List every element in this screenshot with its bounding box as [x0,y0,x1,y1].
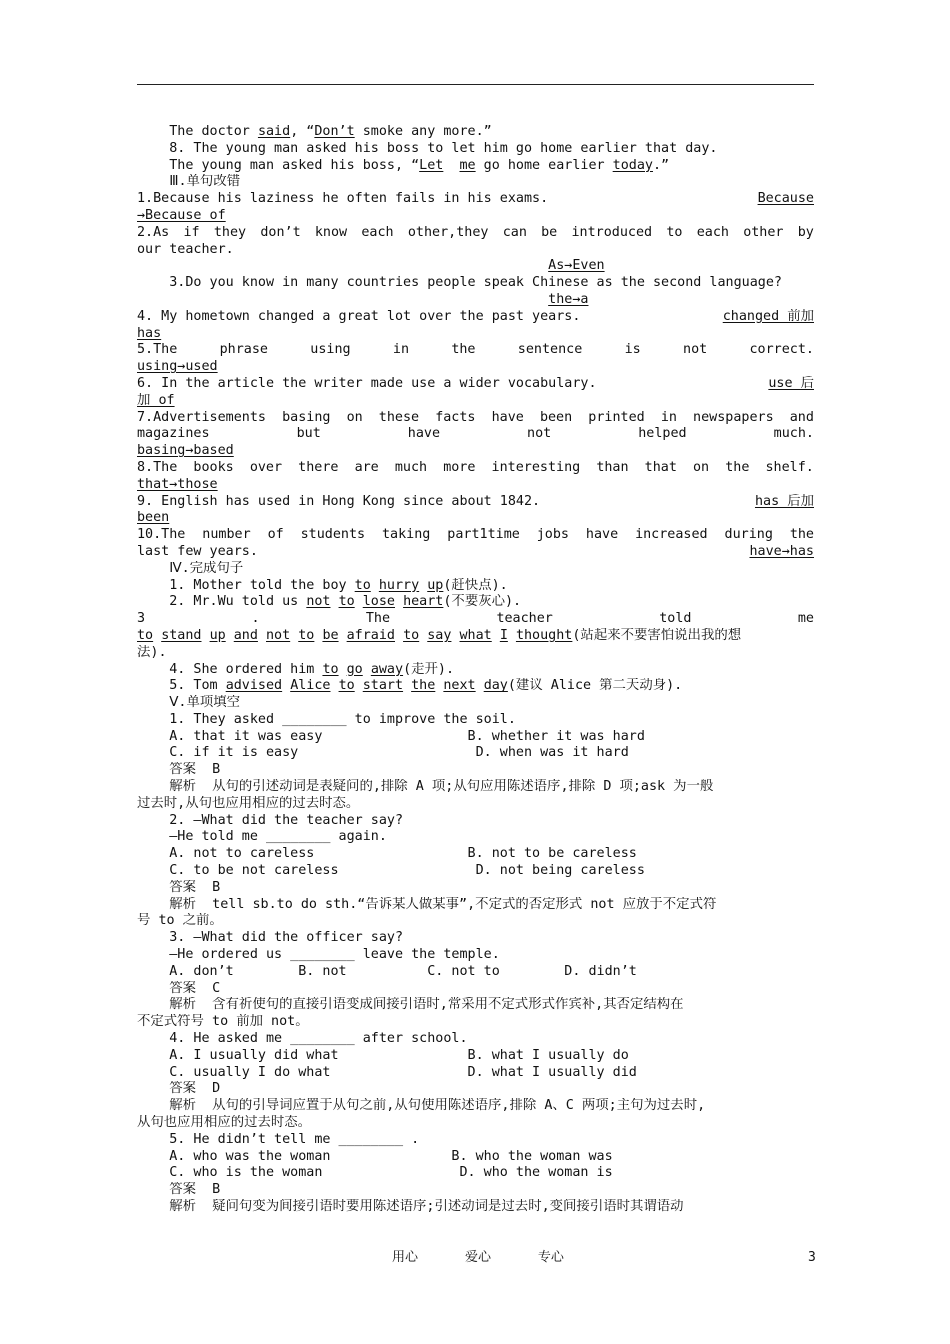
text-line [137,1031,814,1048]
underlined-answer: to [338,678,355,694]
text-segment: number [202,527,251,543]
page-footer [0,1250,950,1268]
text-line [137,846,814,863]
text-segment: know [314,224,348,240]
text-line [137,779,814,796]
text-line [137,208,814,225]
underlined-answer: advised [225,678,283,694]
text-segment: have [585,527,619,543]
text-segment: 答案 B [137,1182,221,1198]
text-segment: 过去时,从句也应用相应的过去时态。 [137,795,360,811]
underlined-answer: to [403,627,420,643]
underlined-answer: afraid [346,627,395,643]
text-segment: 3 [137,611,146,627]
text-line [137,426,814,443]
underlined-answer: thought [515,627,573,643]
text-line [137,813,814,830]
underlined-answer: Don’t [314,124,355,139]
text-segment [395,594,403,609]
text-segment [331,678,339,693]
text-line [137,897,814,914]
text-segment: 解析 从句的引导词应置于从句之前,从句使用陈述语序,排除 A、C 两项;主句为过去时, [137,1098,706,1114]
text-line [137,695,814,712]
text-line [137,762,814,779]
underlined-answer: up [209,627,226,643]
text-segment: students [300,527,366,543]
text-segment: 答案 B [137,879,221,895]
text-segment: sentence [517,342,583,358]
text-segment: more [443,459,476,475]
underlined-answer: today [612,157,653,173]
text-segment: on [693,459,710,475]
text-segment: part1time [447,527,520,543]
text-segment: magazines [137,426,210,442]
text-line [137,527,814,544]
underlined-answer: I [499,627,508,643]
text-segment: Ⅴ.单项填空 [137,695,241,711]
text-segment [476,678,484,693]
text-segment: 2. Mr.Wu told us [137,594,307,610]
text-segment: over [249,459,283,475]
text-segment: not [683,342,708,358]
text-segment: interesting [491,459,581,475]
text-segment: other [743,224,784,240]
text-segment: and [789,409,814,425]
text-segment [355,678,363,693]
text-segment: the [725,459,750,475]
text-segment: last few years. [137,543,258,559]
text-line [137,997,814,1014]
text-segment: much. [773,426,814,442]
text-segment: facts [435,409,476,425]
text-segment [443,158,459,173]
text-line [137,359,814,376]
underlined-answer: →Because of [137,207,226,223]
underlined-answer: using→used [137,359,218,375]
text-line [137,141,814,158]
text-line [137,594,814,611]
text-segment: have [491,409,524,425]
underlined-answer: and [233,627,258,643]
text-segment: than [596,459,629,475]
text-line [137,913,814,930]
text-segment: (站起来不要害怕说出我的想 [572,627,742,643]
underlined-answer: to [338,594,355,610]
text-segment: teacher [496,611,553,627]
text-line [137,1014,814,1031]
text-segment: each [696,224,729,240]
text-segment: introduced [571,224,653,240]
text-segment: if [183,224,200,240]
underlined-answer: has 后加 [754,493,814,509]
text-segment: The doctor [137,124,258,139]
text-line [137,376,814,393]
text-segment: using [310,342,351,358]
text-segment: but [296,426,321,442]
text-segment: A. I usually did what B. what I usually do [137,1047,629,1063]
text-line [137,796,814,813]
text-segment: printed [588,409,645,425]
text-segment: A. that it was easy B. whether it was hard [137,728,645,744]
text-segment: basing [282,409,331,425]
text-segment [451,628,459,643]
text-segment [403,678,411,693]
text-line [137,729,814,746]
underlined-answer: Let [419,157,444,173]
text-segment: 1. They asked ________ to improve the soil. [137,711,516,727]
text-segment: Ⅲ.单句改错 [137,174,241,190]
text-segment: books [193,459,234,475]
text-segment: our teacher. [137,241,234,257]
text-line [137,745,814,762]
document-body [137,124,814,1216]
underlined-answer: basing→based [137,443,234,459]
footer-motto: 用心 爱心 专心 [392,1250,564,1265]
underlined-answer: 加 of [137,392,175,408]
text-segment: 7.Advertisements [137,409,266,425]
text-segment: the [789,527,814,543]
text-line [137,309,814,326]
text-segment: much [394,459,428,475]
underlined-answer: the→a [548,291,589,307]
text-segment: go home earlier [475,157,613,173]
text-segment: shelf. [765,459,814,475]
text-segment: other,they [407,224,489,240]
text-segment: 9. English has used in Hong Kong since about 1842. [137,493,541,509]
underlined-answer: changed 前加 [722,308,814,324]
text-segment: 解析 tell sb.to do sth.“告诉某人做某事”,不定式的否定形式 not 应放于不定式符 [137,896,717,912]
text-line [137,561,814,578]
text-line [137,510,814,527]
text-line [137,477,814,494]
underlined-answer: me [459,157,476,173]
text-segment: on [346,409,363,425]
text-segment: 4. She ordered him [137,661,323,677]
underlined-answer: start [362,678,404,694]
text-line [137,225,814,242]
text-line [137,1182,814,1199]
text-segment: 解析 疑问句变为间接引语时要用陈述语序;引述动词是过去时,变间接引语时其谓语动 [137,1199,684,1214]
text-line [137,880,814,897]
text-line [137,242,814,259]
underlined-answer: lose [362,594,395,610]
text-segment: A. don’t B. not C. not to D. didn’t [137,963,637,979]
text-segment: The young man asked his boss, “ [137,157,420,173]
text-segment [153,628,161,643]
text-segment: (赶快点). [443,577,508,593]
header-rule [137,84,814,85]
text-segment: C. who is the woman D. who the woman is [137,1165,613,1181]
text-segment: that [644,459,677,475]
underlined-answer: be [322,627,339,643]
text-segment: 5.The [137,342,178,358]
text-segment [339,628,347,643]
text-segment: The [365,611,391,627]
underlined-answer: say [427,627,452,643]
text-line [137,544,814,561]
text-line [137,947,814,964]
text-line [137,1098,814,1115]
text-segment: there [298,459,339,475]
text-segment [492,628,500,643]
text-segment [282,678,290,693]
text-segment: 5. Tom [137,678,226,694]
underlined-answer: Because [757,191,814,207]
text-segment: 3. —What did the officer say? [137,930,404,946]
text-line [137,1199,814,1216]
text-line [137,1132,814,1149]
text-segment: 1. Mother told the boy [137,577,355,593]
text-line [137,611,814,628]
text-segment: these [378,409,420,425]
text-segment [137,258,548,273]
text-segment: 3.Do you know in many countries people speak Chinese as the second language? [137,275,782,291]
text-segment: (不要灰心). [443,594,522,610]
text-segment: 解析 含有祈使句的直接引语变成间接引语时,常采用不定式形式作宾补,其否定结构在 [137,997,684,1013]
underlined-answer: to [322,661,339,677]
text-line [137,342,814,359]
text-line [137,964,814,981]
text-segment: 不定式符号 to 前加 not。 [137,1014,309,1030]
text-segment [339,662,347,677]
text-segment: . [251,611,260,627]
text-segment: to [666,224,683,240]
text-segment: 1.Because his laziness he often fails in his exams. [137,191,549,207]
text-line [137,678,814,695]
underlined-answer: use 后 [768,375,814,391]
underlined-answer: As→Even [548,258,605,274]
text-line [137,1115,814,1132]
underlined-answer: go [346,661,363,677]
text-segment: , “ [290,124,315,139]
text-segment: jobs [536,527,569,543]
text-segment: taking [382,527,431,543]
underlined-answer: hurry [378,577,420,593]
text-segment [371,578,379,593]
underlined-answer: heart [403,594,444,610]
text-segment: increased [635,527,708,543]
text-segment [331,594,339,609]
text-segment: C. to be not careless D. not being careless [137,863,645,879]
text-segment [226,628,234,643]
text-segment: (建议 Alice 第二天动身). [507,678,683,694]
text-segment: A. not to careless B. not to be careless [137,846,637,862]
text-line [137,494,814,511]
text-segment: in [392,342,410,358]
text-segment [202,628,210,643]
underlined-answer: to [354,577,371,593]
underlined-answer: away [370,661,404,677]
underlined-answer: that→those [137,476,218,492]
text-segment: they [213,224,247,240]
page-number: 3 [808,1250,816,1265]
underlined-answer: have→has [749,543,814,559]
text-segment: .” [652,157,670,173]
text-segment: Ⅳ.完成句子 [137,560,244,576]
text-segment: been [539,409,573,425]
underlined-answer: up [427,577,444,593]
text-segment: in [660,409,677,425]
text-line [137,1165,814,1182]
underlined-answer: stand [161,627,202,643]
text-segment: helped [638,426,687,442]
text-line [137,258,814,275]
text-segment: 4. He asked me ________ after school. [137,1031,468,1047]
text-line [137,1081,814,1098]
underlined-answer: been [137,510,170,526]
underlined-answer: to [137,627,154,643]
text-line [137,124,814,141]
text-segment: newspapers [693,409,774,425]
text-segment: told [659,611,692,627]
underlined-answer: Alice [290,678,331,694]
text-line [137,292,814,309]
text-segment: correct. [749,342,814,358]
text-segment: not [527,426,552,442]
text-segment: 8.The [137,459,178,475]
text-segment: each [361,224,394,240]
text-line [137,460,814,477]
text-line [137,158,814,175]
text-segment [137,292,548,307]
underlined-answer: the [411,678,436,694]
text-segment: is [624,342,641,358]
text-segment: (走开). [403,661,455,677]
text-segment: C. if it is easy D. when was it hard [137,745,629,761]
text-segment: don’t [260,224,301,240]
text-segment: 8. The young man asked his boss to let him go home earlier that day. [137,140,718,156]
text-line [137,930,814,947]
text-segment [508,628,516,643]
underlined-answer: not [266,627,291,643]
underlined-answer: what [459,627,492,643]
text-segment [258,628,266,643]
text-segment: 10.The [137,527,186,543]
text-segment: 2.As [137,224,170,240]
text-segment [395,628,403,643]
text-line [137,393,814,410]
text-segment: phrase [219,342,268,358]
text-segment: 答案 C [137,980,221,996]
text-line [137,863,814,880]
text-line [137,1065,814,1082]
text-line [137,712,814,729]
text-line [137,1048,814,1065]
text-segment: are [354,459,379,475]
text-line [137,981,814,998]
text-segment: be [541,224,558,240]
text-segment: 4. My hometown changed a great lot over the past years. [137,308,581,324]
text-line [137,410,814,427]
underlined-answer: said [257,124,291,139]
text-segment: 答案 B [137,762,221,778]
text-segment: —He told me ________ again. [137,829,387,845]
text-line [137,275,814,292]
underlined-answer: not [306,594,331,610]
text-segment: —He ordered us ________ leave the temple. [137,947,500,963]
text-line [137,174,814,191]
text-segment: 法). [137,644,167,660]
text-segment: C. usually I do what D. what I usually did [137,1064,637,1080]
text-segment: 从句也应用相应的过去时态。 [137,1115,312,1131]
text-line [137,326,814,343]
text-segment: me [797,611,814,627]
text-segment: during [724,527,773,543]
text-segment: the [451,342,476,358]
text-line [137,645,814,662]
text-segment: 2. —What did the teacher say? [137,812,404,828]
text-segment: can [502,224,527,240]
underlined-answer: day [483,678,508,694]
text-line [137,662,814,679]
text-segment: 5. He didn’t tell me ________ . [137,1131,420,1147]
text-segment: by [797,224,814,240]
underlined-answer: has [137,325,162,341]
text-segment: smoke any more.” [354,124,492,139]
text-segment: 6. In the article the writer made use a wider vocabulary. [137,375,597,391]
text-segment [363,662,371,677]
text-line [137,628,814,645]
text-segment: 号 to 之前。 [137,913,223,929]
text-line [137,191,814,208]
text-segment [355,594,363,609]
underlined-answer: next [443,678,476,694]
underlined-answer: to [298,627,315,643]
text-line [137,1149,814,1166]
text-segment: have [407,426,441,442]
text-segment: A. who was the woman B. who the woman was [137,1148,613,1164]
text-segment: 答案 D [137,1081,221,1097]
text-segment: 解析 从句的引述动词是表疑问的,排除 A 项;从句应用陈述语序,排除 D 项;ask 为一般 [137,779,714,795]
text-segment: of [267,527,284,543]
text-line [137,829,814,846]
text-line [137,443,814,460]
text-line [137,578,814,595]
